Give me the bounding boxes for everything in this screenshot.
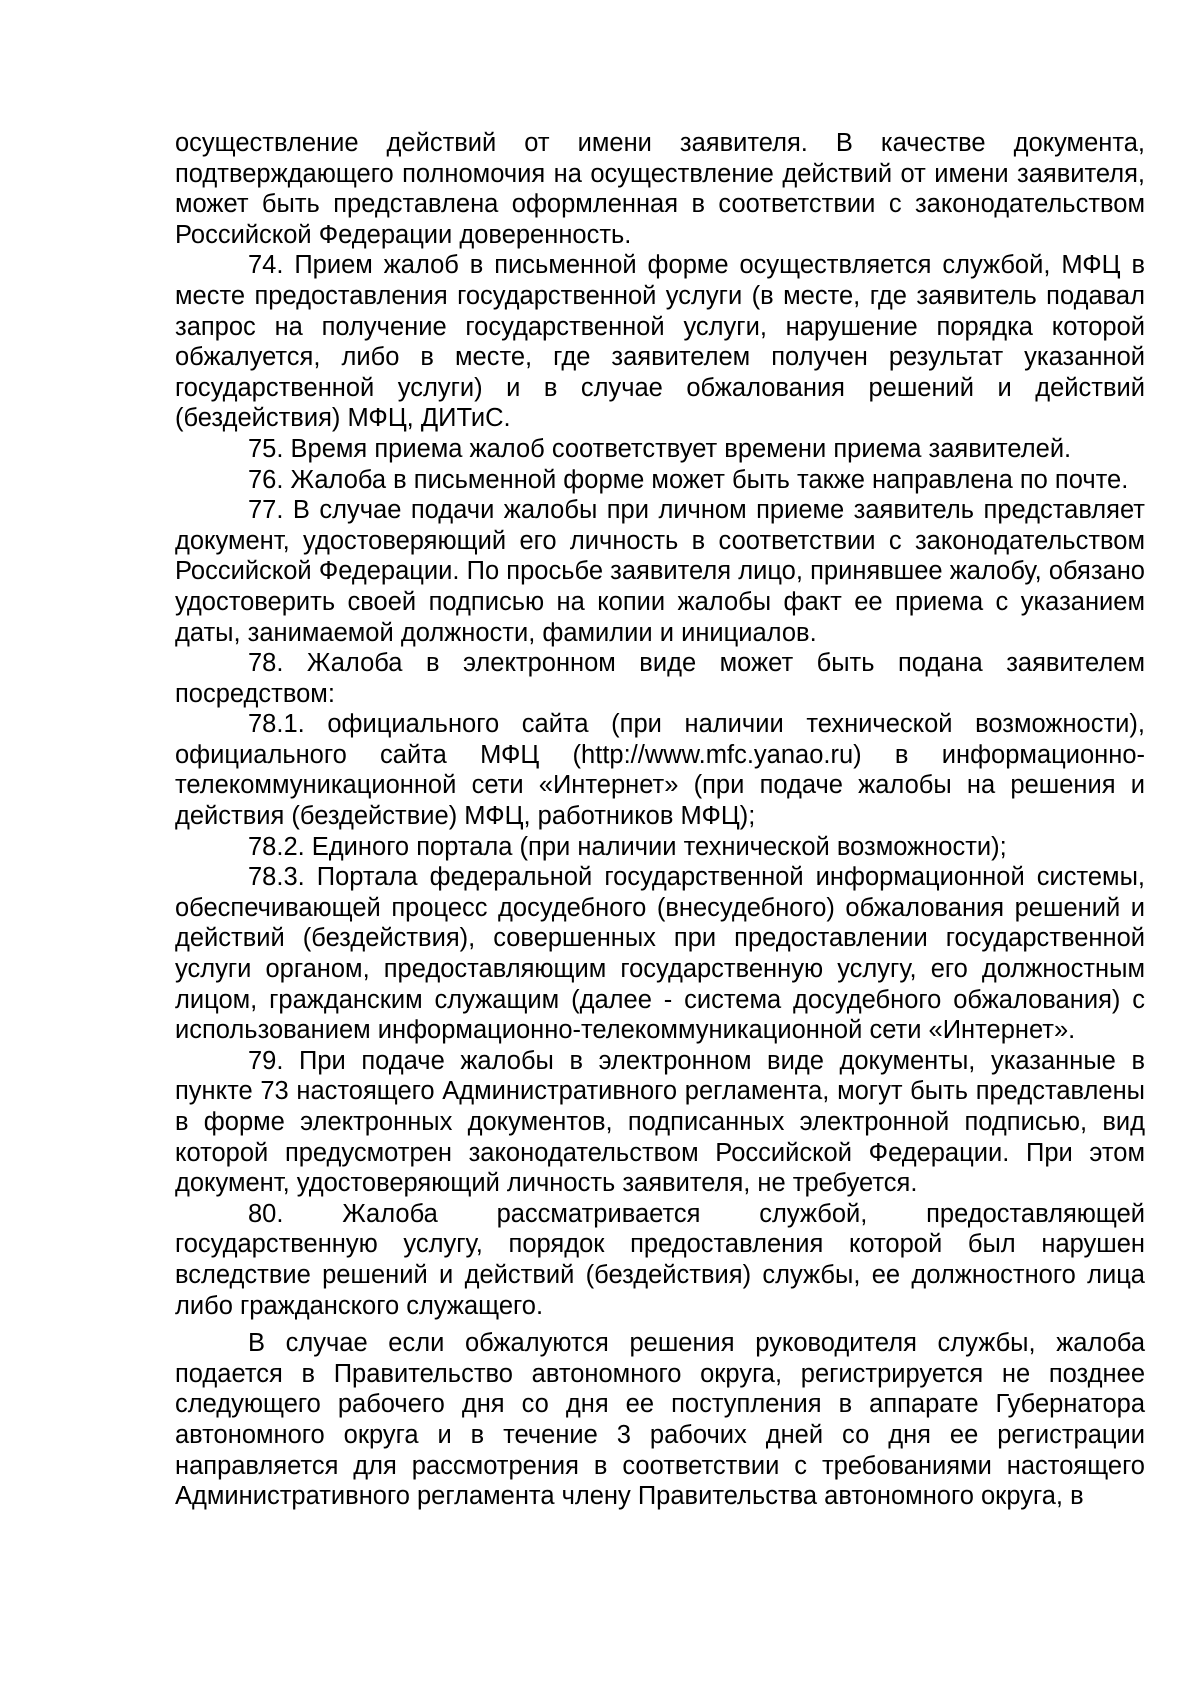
paragraph-continuation: осуществление действий от имени заявителя. В качестве документа, подтверждающего полномочия на осуществление действий от имени заявителя, может быть представлена оформленная в соответствии с законодательством Российской Федерации доверенность. bbox=[175, 129, 1145, 249]
paragraph-76: 76. Жалоба в письменной форме может быть также направлена по почте. bbox=[248, 465, 1129, 494]
paragraph-78-3: 78.3. Портала федеральной государственной информационной системы, обеспечивающей процесс досудебного (внесудебного) обжалования решений и действий (бездействия), совершенных при предоставлении государственной услуги органом, предоставляющим государственную услугу, его должностным лицом, гражданским служащим (далее - система досудебного обжалования) с использованием информационно-телекоммуникационной сети «Интернет». bbox=[175, 863, 1145, 1045]
document-page bbox=[175, 128, 1145, 1512]
paragraph-77: 77. В случае подачи жалобы при личном приеме заявитель представляет документ, удостоверяющий его личность в соответствии с законодательством Российской Федерации. По просьбе заявителя лицо, принявшее жалобу, обязано удостоверить своей подписью на копии жалобы факт ее приема с указанием даты, занимаемой должности, фамилии и инициалов. bbox=[175, 496, 1145, 647]
paragraph-75: 75. Время приема жалоб соответствует времени приема заявителей. bbox=[248, 434, 1072, 463]
paragraph-78-2: 78.2. Единого портала (при наличии технической возможности); bbox=[248, 832, 1007, 861]
paragraph-78: 78. Жалоба в электронном виде может быть подана заявителем посредством: bbox=[175, 649, 1145, 708]
paragraph-79: 79. При подаче жалобы в электронном виде документы, указанные в пункте 73 настоящего Административного регламента, могут быть представлены в форме электронных документов, подписанных электронной подписью, вид которой предусмотрен законодательством Российской Федерации. При этом документ, удостоверяющий личность заявителя, не требуется. bbox=[175, 1046, 1145, 1198]
paragraph-80: 80. Жалоба рассматривается службой, предоставляющей государственную услугу, порядок предоставления которой был нарушен вследствие решений и действий (бездействия) службы, ее должностного лица либо гражданского служащего. bbox=[175, 1199, 1145, 1320]
paragraph-74: 74. Прием жалоб в письменной форме осуществляется службой, МФЦ в месте предоставления государственной услуги (в месте, где заявитель подавал запрос на получение государственной услуги, нарушение порядка которой обжалуется, либо в месте, где заявителем получен результат указанной государственной услуги) и в случае обжалования решений и действий (бездействия) МФЦ, ДИТиС. bbox=[175, 251, 1145, 433]
paragraph-78-1: 78.1. официального сайта (при наличии технической возможности), официального сайта МФЦ (http://www.mfc.yanao.ru) в информационно-телекоммуникационной сети «Интернет» (при подаче жалобы на решения и действия (бездействие) МФЦ, работников МФЦ); bbox=[175, 710, 1145, 831]
paragraph-80-continued: В случае если обжалуются решения руководителя службы, жалоба подается в Правительство автономного округа, регистрируется не позднее следующего рабочего дня со дня ее поступления в аппарате Губернатора автономного округа и в течение 3 рабочих дней со дня ее регистрации направляется для рассмотрения в соответствии с требованиями настоящего Административного регламента члену Правительства автономного округа, в bbox=[175, 1329, 1145, 1511]
